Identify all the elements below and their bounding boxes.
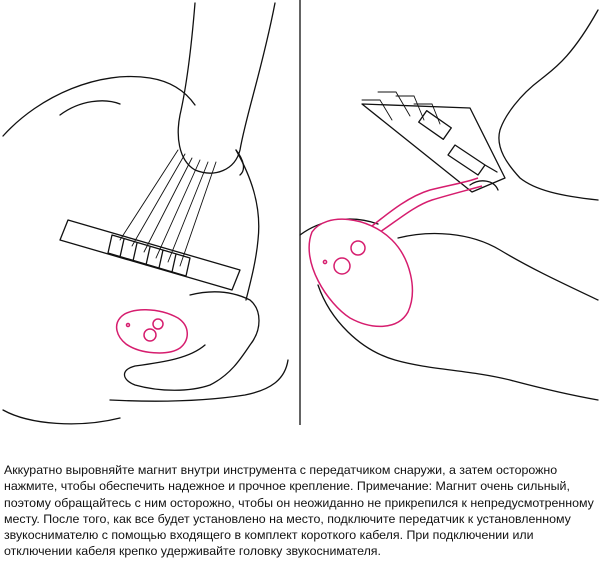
sound-hole bbox=[60, 101, 243, 175]
left-panel-illustration bbox=[3, 3, 288, 424]
cable-plug bbox=[448, 145, 497, 175]
bridge bbox=[60, 220, 240, 290]
right-panel-illustration bbox=[300, 10, 598, 400]
pickup-head bbox=[362, 104, 505, 192]
instructions-text: Аккуратно выровняйте магнит внутри инструмента с передатчиком снаружи, а затем осторожно нажмите, чтобы обеспечить надежное и прочное крепление. Примечание: Магнит очень сильный, поэтому обращайтесь с ним осторожно, чтобы он неожиданно не прикрепился к непредусмотренному месту. После того, как все будет установлено на место, подключите передатчик к установленному звукоснимателю с помощью входящего в комплект короткого кабеля. При подключении или отключении кабеля крепко удерживайте головку звукоснимателя. bbox=[4, 463, 594, 559]
transmitter bbox=[117, 310, 188, 353]
guitar-body bbox=[3, 77, 259, 424]
transmitter-large bbox=[309, 219, 412, 326]
pickup-leader-lines bbox=[362, 92, 440, 124]
finger bbox=[178, 3, 275, 173]
pickup-connector bbox=[419, 111, 452, 140]
upper-hand bbox=[470, 10, 598, 200]
bridge-saddle bbox=[108, 235, 190, 276]
